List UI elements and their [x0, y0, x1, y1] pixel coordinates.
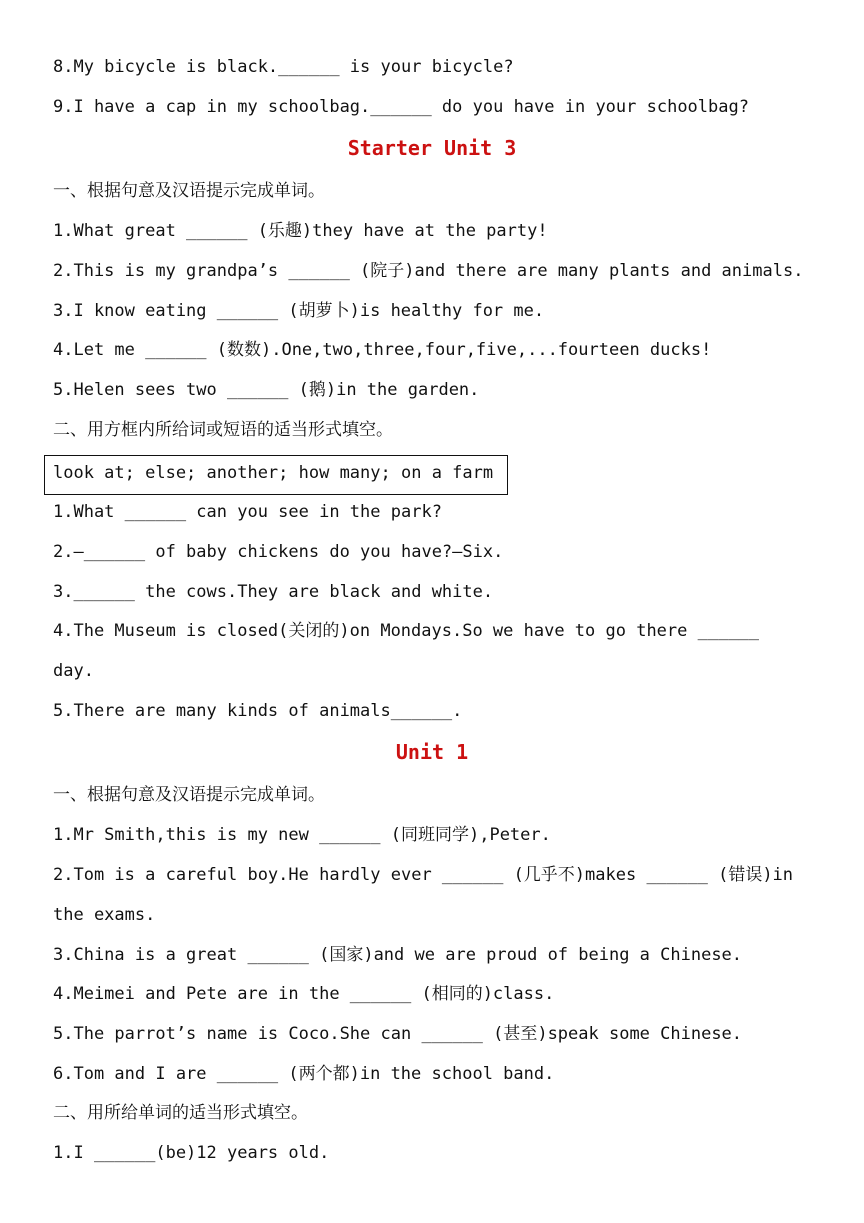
exercise-item: 1.What ______ can you see in the park?	[53, 502, 442, 522]
question-8: 8.My bicycle is black.______ is your bicycle?	[53, 57, 514, 77]
exercise-item: 5.Helen sees two ______ (鹅)in the garden.	[53, 380, 480, 400]
word-bank-box	[44, 455, 508, 495]
exercise-item: 5.The parrot’s name is Coco.She can ______ (甚至)speak some Chinese.	[53, 1024, 743, 1044]
exercise-item: 3.I know eating ______ (胡萝卜)is healthy for me.	[53, 301, 545, 321]
exercise-item: 5.There are many kinds of animals______.	[53, 701, 463, 721]
exercise-item: 2.This is my grandpa’s ______ (院子)and there are many plants and animals.	[53, 261, 804, 281]
exercise-item: 3.China is a great ______ (国家)and we are proud of being a Chinese.	[53, 945, 743, 965]
question-9: 9.I have a cap in my schoolbag.______ do you have in your schoolbag?	[53, 97, 749, 117]
exercise-item: 3.______ the cows.They are black and white.	[53, 582, 494, 602]
part1-heading: 一、根据句意及汉语提示完成单词。	[53, 785, 325, 805]
exercise-item: 4.Let me ______ (数数).One,two,three,four,five,...fourteen ducks!	[53, 340, 712, 360]
exercise-item-continuation: the exams.	[53, 905, 156, 925]
exercise-item: 2.—______ of baby chickens do you have?—Six.	[53, 542, 504, 562]
part2-heading: 二、用方框内所给词或短语的适当形式填空。	[53, 420, 393, 440]
part1-heading: 一、根据句意及汉语提示完成单词。	[53, 181, 325, 201]
word-bank-text: look at; else; another; how many; on a farm	[53, 463, 494, 483]
exercise-item: 1.I ______(be)12 years old.	[53, 1143, 330, 1163]
exercise-item: 2.Tom is a careful boy.He hardly ever ______ (几乎不)makes ______ (错误)in	[53, 865, 794, 885]
exercise-item: 1.What great ______ (乐趣)they have at the party!	[53, 221, 548, 241]
exercise-item-continuation: day.	[53, 661, 94, 681]
section-title-starter-unit-3: Starter Unit 3	[347, 136, 517, 160]
exercise-item: 4.The Museum is closed(关闭的)on Mondays.So we have to go there ______	[53, 621, 760, 641]
exercise-item: 1.Mr Smith,this is my new ______ (同班同学),Peter.	[53, 825, 551, 845]
exercise-item: 6.Tom and I are ______ (两个都)in the school band.	[53, 1064, 555, 1084]
exercise-item: 4.Meimei and Pete are in the ______ (相同的)class.	[53, 984, 555, 1004]
section-title-unit-1: Unit 1	[395, 740, 469, 764]
part2-heading: 二、用所给单词的适当形式填空。	[53, 1103, 308, 1123]
